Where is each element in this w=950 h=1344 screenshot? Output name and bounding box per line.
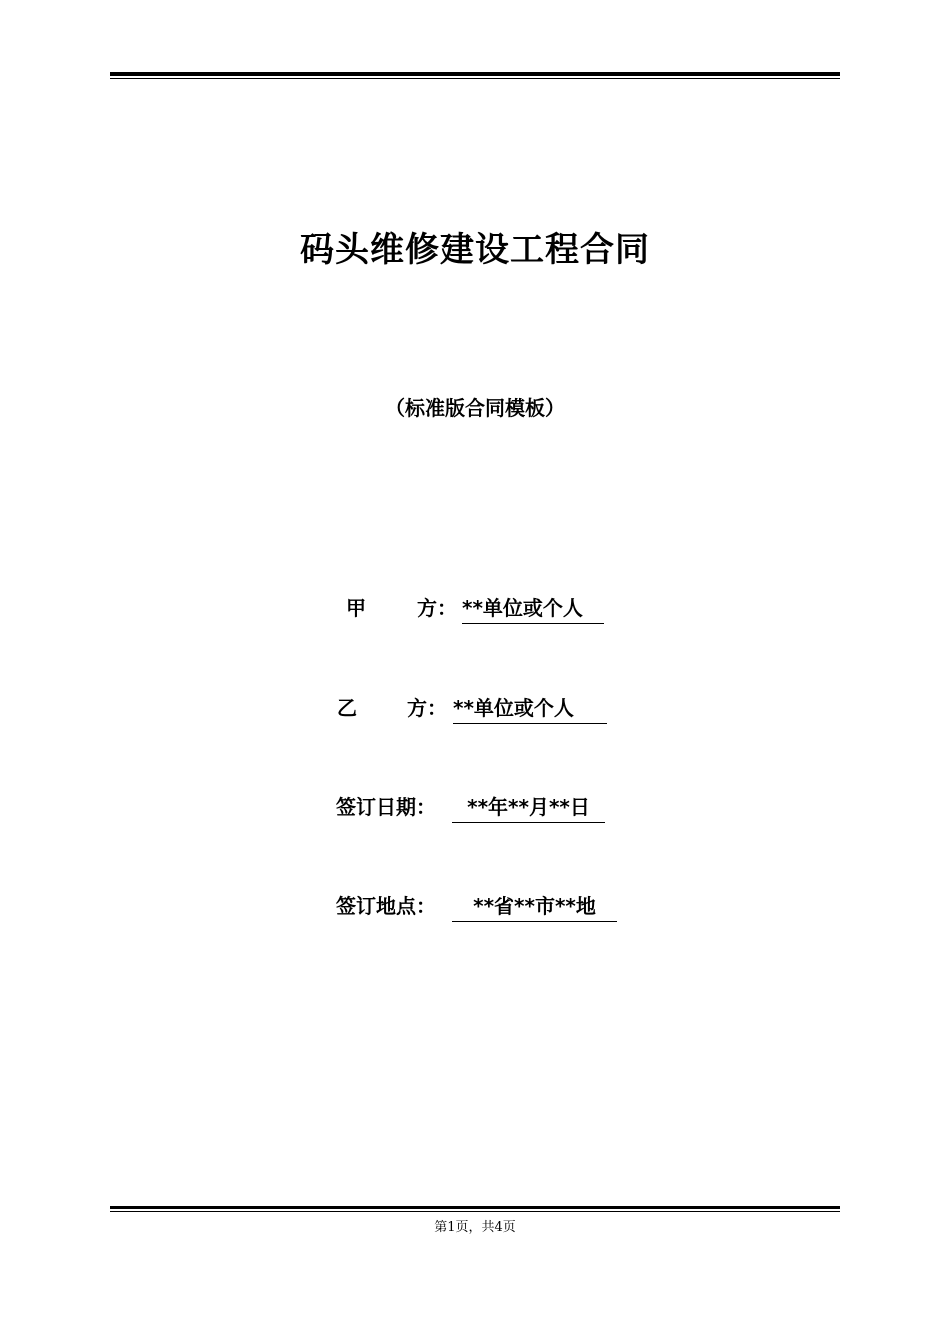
sign-date-value: **年**月**日 [452, 791, 605, 823]
party-b-value: **单位或个人 [453, 692, 607, 724]
footer-rule-thin [110, 1211, 840, 1212]
party-b-label-suffix: 方： [407, 696, 447, 720]
sign-date-label: 签订日期： [336, 795, 436, 819]
footer-rule-thick [110, 1206, 840, 1209]
party-b-label-char: 乙 [337, 696, 357, 720]
page-number: 第1页，共4页 [434, 1220, 516, 1235]
party-a-value: **单位或个人 [462, 592, 604, 624]
document-title: 码头维修建设工程合同 [300, 230, 650, 270]
party-a-label-suffix: 方： [417, 596, 457, 620]
sign-place-value: **省**市**地 [452, 890, 617, 922]
party-a-label-char: 甲 [346, 596, 366, 620]
sign-place-label: 签订地点： [336, 894, 436, 918]
header-rule-thick [110, 72, 840, 76]
document-subtitle: （标准版合同模板） [385, 396, 565, 420]
header-rule-thin [110, 78, 840, 79]
